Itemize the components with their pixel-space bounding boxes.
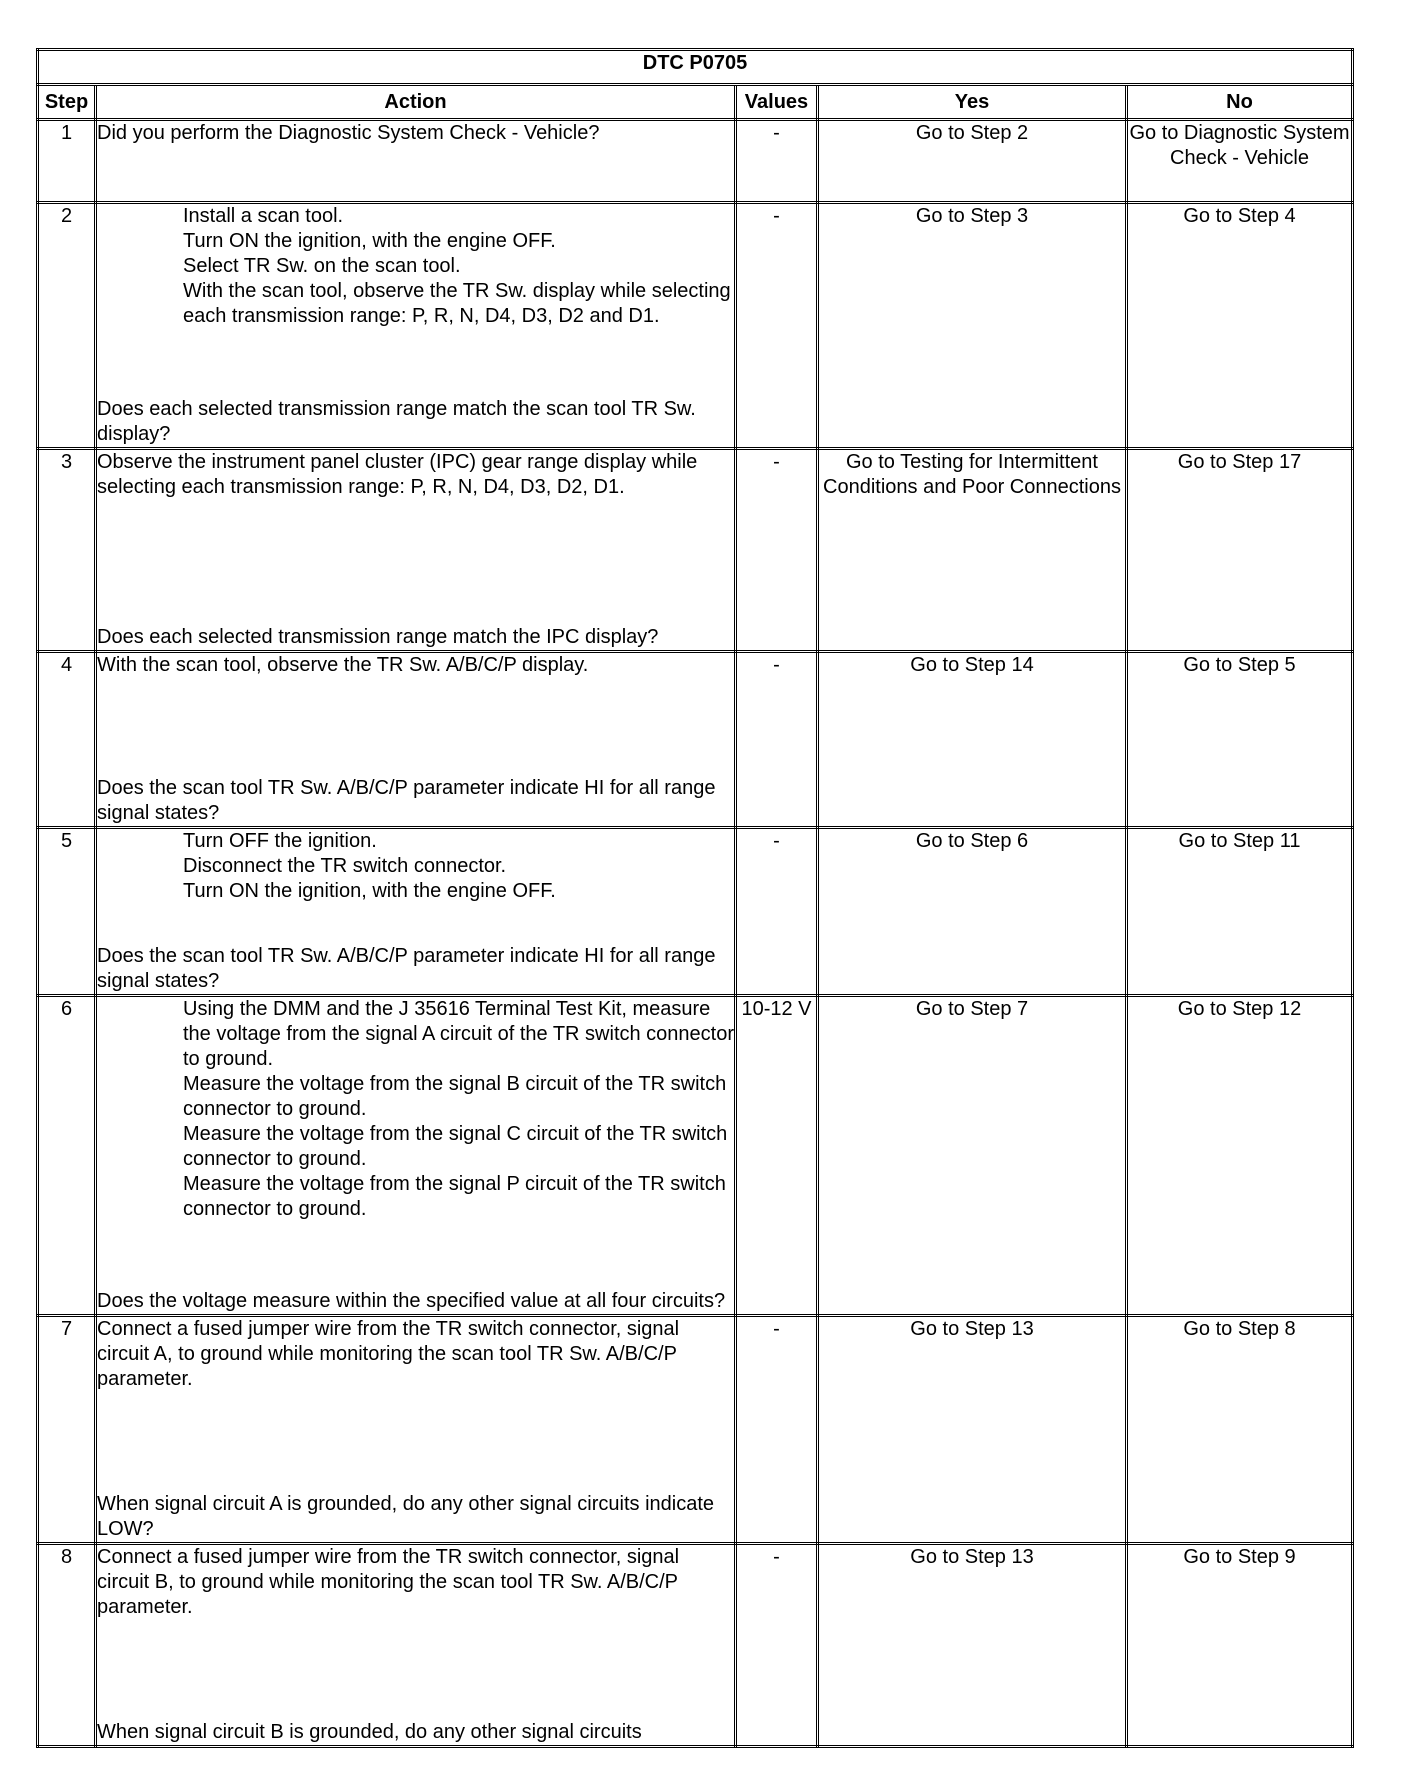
- step-number: 4: [38, 652, 96, 828]
- table-body: [38, 120, 1353, 1747]
- header-yes: Yes: [818, 85, 1127, 120]
- yes-cell: Go to Step 7: [818, 996, 1127, 1316]
- values-cell: -: [736, 203, 818, 449]
- action-step-item: Turn ON the ignition, with the engine OFF.: [183, 230, 556, 252]
- action-question: Does the voltage measure within the specified value at all four circuits?: [97, 1290, 726, 1312]
- table-row: [38, 996, 1353, 1316]
- no-cell: Go to Step 12: [1127, 996, 1353, 1316]
- step-number: 6: [38, 996, 96, 1316]
- values-cell: -: [736, 1544, 818, 1747]
- action-step-item: Using the DMM and the J 35616 Terminal Test Kit, measure the voltage from the signal A circuit of the TR switch connector to ground.: [183, 998, 735, 1070]
- action-question: Does each selected transmission range match the IPC display?: [97, 626, 659, 648]
- action-intro: Connect a fused jumper wire from the TR switch connector, signal circuit A, to ground while monitoring the scan tool TR Sw. A/B/C/P parameter.: [97, 1318, 680, 1390]
- table-row: [38, 120, 1353, 203]
- values-cell: -: [736, 120, 818, 203]
- action-cell: [96, 1316, 736, 1544]
- table-row: [38, 449, 1353, 652]
- action-cell: [96, 996, 736, 1316]
- yes-cell: Go to Step 3: [818, 203, 1127, 449]
- action-instructions: [97, 204, 734, 329]
- values-cell: 10-12 V: [736, 996, 818, 1316]
- yes-cell: Go to Testing for Intermittent Conditions and Poor Connections: [818, 449, 1127, 652]
- table-title: DTC P0705: [38, 50, 1353, 85]
- action-instructions: [97, 653, 734, 678]
- step-number: 1: [38, 120, 96, 203]
- action-question: When signal circuit B is grounded, do any other signal circuits: [97, 1721, 642, 1743]
- action-cell: [96, 652, 736, 828]
- action-question: When signal circuit A is grounded, do any other signal circuits indicate LOW?: [97, 1493, 715, 1540]
- action-step-item: Measure the voltage from the signal C circuit of the TR switch connector to ground.: [183, 1123, 728, 1170]
- no-cell: Go to Step 8: [1127, 1316, 1353, 1544]
- yes-cell: Go to Step 6: [818, 828, 1127, 996]
- action-content: [97, 829, 734, 994]
- values-cell: -: [736, 828, 818, 996]
- table-row: [38, 203, 1353, 449]
- header-step: Step: [38, 85, 96, 120]
- no-cell: Go to Diagnostic System Check - Vehicle: [1127, 120, 1353, 203]
- step-number: 7: [38, 1316, 96, 1544]
- action-step-item: Turn ON the ignition, with the engine OFF.: [183, 880, 556, 902]
- action-instructions: [97, 121, 734, 146]
- action-intro: Connect a fused jumper wire from the TR switch connector, signal circuit B, to ground while monitoring the scan tool TR Sw. A/B/C/P parameter.: [97, 1546, 680, 1618]
- no-cell: Go to Step 17: [1127, 449, 1353, 652]
- action-content: [97, 653, 734, 826]
- action-step-item: Measure the voltage from the signal B circuit of the TR switch connector to ground.: [183, 1073, 727, 1120]
- table-row: [38, 1544, 1353, 1747]
- action-steps: [97, 204, 734, 329]
- table-row: [38, 1316, 1353, 1544]
- action-question: Does the scan tool TR Sw. A/B/C/P parameter indicate HI for all range signal states?: [97, 777, 716, 824]
- action-instructions: [97, 450, 734, 500]
- action-instructions: [97, 829, 734, 904]
- header-action: Action: [96, 85, 736, 120]
- action-intro: Did you perform the Diagnostic System Check - Vehicle?: [97, 122, 600, 144]
- action-cell: [96, 203, 736, 449]
- action-instructions: [97, 1317, 734, 1392]
- step-number: 8: [38, 1544, 96, 1747]
- values-cell: -: [736, 449, 818, 652]
- action-step-item: Turn OFF the ignition.: [183, 830, 377, 852]
- action-step-item: Install a scan tool.: [183, 205, 344, 227]
- no-cell: Go to Step 11: [1127, 828, 1353, 996]
- action-cell: [96, 1544, 736, 1747]
- yes-cell: Go to Step 2: [818, 120, 1127, 203]
- action-content: [97, 450, 734, 650]
- table-row: [38, 652, 1353, 828]
- action-steps: [97, 997, 734, 1222]
- action-content: [97, 121, 734, 201]
- action-step-item: Select TR Sw. on the scan tool.: [183, 255, 461, 277]
- yes-cell: Go to Step 13: [818, 1316, 1127, 1544]
- action-steps: [97, 829, 734, 904]
- values-cell: -: [736, 1316, 818, 1544]
- action-content: [97, 1545, 734, 1745]
- action-intro: Observe the instrument panel cluster (IPC) gear range display while selecting each transmission range: P, R, N, D4, D3, D2, D1.: [97, 451, 698, 498]
- action-cell: [96, 449, 736, 652]
- step-number: 5: [38, 828, 96, 996]
- header-values: Values: [736, 85, 818, 120]
- action-question: Does the scan tool TR Sw. A/B/C/P parameter indicate HI for all range signal states?: [97, 945, 716, 992]
- no-cell: Go to Step 5: [1127, 652, 1353, 828]
- action-step-item: Measure the voltage from the signal P circuit of the TR switch connector to ground.: [183, 1173, 726, 1220]
- step-number: 3: [38, 449, 96, 652]
- action-cell: [96, 828, 736, 996]
- action-instructions: [97, 997, 734, 1222]
- header-no: No: [1127, 85, 1353, 120]
- action-content: [97, 204, 734, 447]
- yes-cell: Go to Step 13: [818, 1544, 1127, 1747]
- action-step-item: Disconnect the TR switch connector.: [183, 855, 507, 877]
- action-intro: With the scan tool, observe the TR Sw. A/B/C/P display.: [97, 654, 589, 676]
- action-instructions: [97, 1545, 734, 1620]
- dtc-table: [36, 48, 1354, 1748]
- yes-cell: Go to Step 14: [818, 652, 1127, 828]
- action-content: [97, 997, 734, 1314]
- action-content: [97, 1317, 734, 1542]
- table-row: [38, 828, 1353, 996]
- no-cell: Go to Step 4: [1127, 203, 1353, 449]
- step-number: 2: [38, 203, 96, 449]
- action-cell: [96, 120, 736, 203]
- values-cell: -: [736, 652, 818, 828]
- no-cell: Go to Step 9: [1127, 1544, 1353, 1747]
- action-question: Does each selected transmission range match the scan tool TR Sw. display?: [97, 398, 696, 445]
- action-step-item: With the scan tool, observe the TR Sw. display while selecting each transmission range: P, R, N, D4, D3, D2 and D1.: [183, 280, 731, 327]
